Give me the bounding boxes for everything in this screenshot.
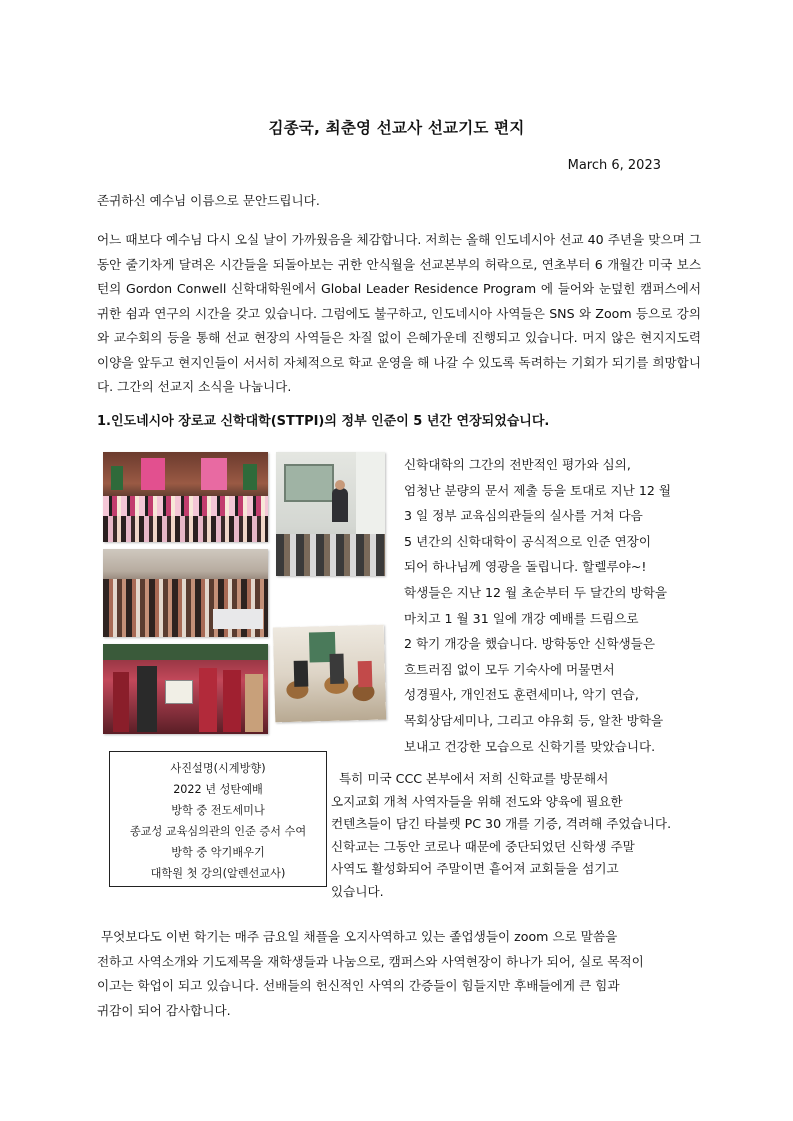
right-column-text <box>404 452 702 759</box>
text-line: 이고는 학업이 되고 있습니다. 선배들의 헌신적인 사역의 간증들이 힘들지만 후배들에게 큰 힘과 <box>97 978 620 993</box>
letter-date: March 6, 2023 <box>567 158 661 173</box>
text-line: 있습니다. <box>331 883 384 899</box>
text-line: 성경필사, 개인전도 훈련세미나, 악기 연습, <box>404 687 639 703</box>
text-line: 신학대학의 그간의 전반적인 평가와 심의, <box>404 457 631 472</box>
text-line: 학생들은 지난 12 월 초순부터 두 달간의 방학을 <box>404 584 668 600</box>
christmas-service-photo <box>103 452 268 542</box>
text-line: 엄청난 분량의 문서 제출 등을 토대로 지난 12 월 <box>404 482 672 498</box>
text-line: 되어 하나님께 영광을 돌립니다. 할렐루야~! <box>404 559 647 575</box>
middle-column-text <box>331 768 711 904</box>
text-line: 특히 미국 CCC 본부에서 저희 신학교를 방문해서 <box>331 771 609 786</box>
lecture-photo <box>276 452 385 576</box>
greeting: 존귀하신 예수님 이름으로 문안드립니다. <box>97 193 320 208</box>
text-line: 마치고 1 월 31 일에 개강 예배를 드림으로 <box>404 610 639 626</box>
letter-title: 김종국, 최춘영 선교사 선교기도 편지 <box>268 119 525 137</box>
text-line: 전하고 사역소개와 기도제목을 재학생들과 나눔으로, 캠퍼스와 사역현장이 하나가 되어, 실로 목적이 <box>97 953 644 969</box>
instrument-practice-photo <box>273 625 386 723</box>
caption-line: 방학 중 악기배우기 <box>171 846 265 859</box>
text-line: 컨텐츠들이 담긴 타블렛 PC 30 개를 기증, 격려해 주었습니다. <box>331 816 672 832</box>
caption-line: 대학원 첫 강의(알렌선교사) <box>150 867 286 880</box>
evangelism-seminar-photo <box>103 549 268 637</box>
text-line: 3 일 정부 교육심의관들의 실사를 거쳐 다음 <box>404 508 643 524</box>
caption-line: 사진설명(시계방향) <box>170 762 266 775</box>
text-line: 2 학기 개강을 했습니다. 방학동안 신학생들은 <box>404 636 656 652</box>
closing-paragraph <box>97 925 703 1023</box>
intro-paragraph: 어느 때보다 예수님 다시 오실 날이 가까웠음을 체감합니다. 저희는 올해 인도네시아 선교 40 주년을 맞으며 그동안 줄기차게 달려온 시간들을 되돌아보는 귀한 안식월을 선교본부의 허락으로, 연초부터 6 개월간 미국 보스턴의 Gordon Conwell 신학대학원에서 Global Leader Residence Program 에 들어와 눈덮힌 캠퍼스에서 귀한 쉼과 연구의 시간을 갖고 있습니다. 그럼에도 불구하고, 인도네시아 사역들은 SNS 와 Zoom 등으로 강의와 교수회의 등을 통해 선교 현장의 사역들은 차질 없이 은혜가운데 진행되고 있습니다. 머지 않은 현지지도력 이양을 앞두고 현지인들이 서서히 자체적으로 학교 운영을 해 나갈 수 있도록 독려하는 기회가 되기를 희망합니다. 그간의 선교지 소식을 나눕니다. <box>97 232 701 394</box>
section-heading: 1.인도네시아 장로교 신학대학(STTPI)의 정부 인준이 5 년간 연장되었습니다. <box>97 414 550 429</box>
text-line: 귀감이 되어 감사합니다. <box>97 1002 231 1018</box>
photo-caption-box <box>109 751 327 887</box>
text-line: 신학교는 그동안 코로나 때문에 중단되었던 신학생 주말 <box>331 838 635 854</box>
certificate-photo <box>103 644 268 734</box>
caption-line: 2022 년 성탄예배 <box>173 783 263 796</box>
text-line: 목회상담세미나, 그리고 야유회 등, 알찬 방학을 <box>404 712 664 728</box>
caption-line: 종교성 교육심의관의 인준 증서 수여 <box>129 825 307 838</box>
text-line: 흐트러짐 없이 모두 기숙사에 머물면서 <box>404 661 615 677</box>
text-line: 무엇보다도 이번 학기는 매주 금요일 채플을 오지사역하고 있는 졸업생들이 zoom 으로 말씀을 <box>97 929 618 944</box>
text-line: 보내고 건강한 모습으로 신학기를 맞았습니다. <box>404 738 656 754</box>
text-line: 오지교회 개척 사역자들을 위해 전도와 양육에 필요한 <box>331 793 623 809</box>
text-line: 5 년간의 신학대학이 공식적으로 인준 연장이 <box>404 533 652 549</box>
text-line: 사역도 활성화되어 주말이면 흩어져 교회들을 섬기고 <box>331 861 619 877</box>
caption-line: 방학 중 전도세미나 <box>171 804 265 817</box>
